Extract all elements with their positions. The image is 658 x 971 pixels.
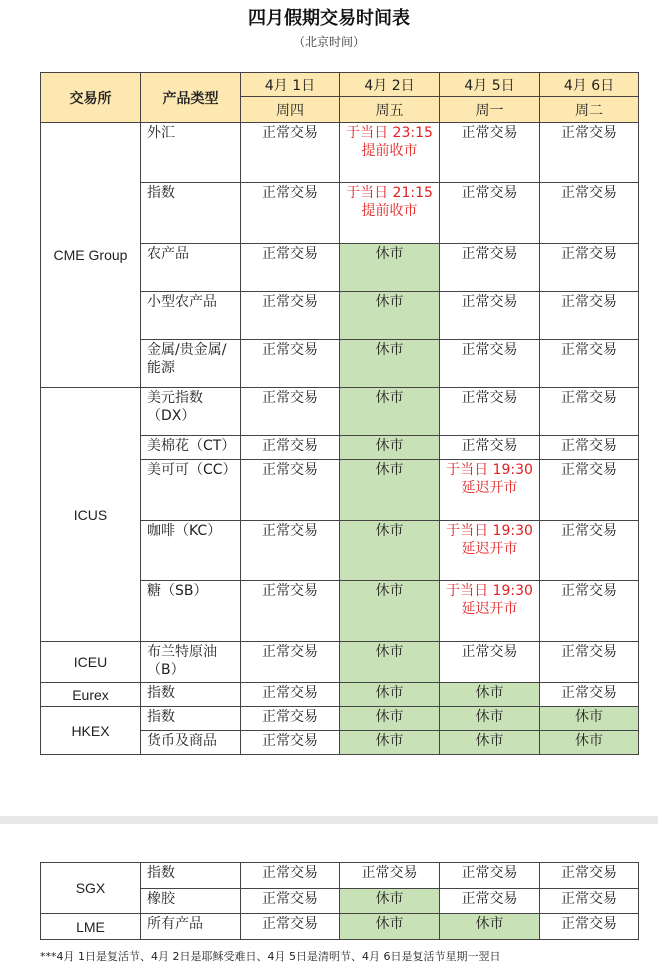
header-weekday: 周二 bbox=[540, 97, 639, 123]
status-cell: 正常交易 bbox=[540, 292, 639, 340]
status-cell: 正常交易 bbox=[241, 642, 340, 683]
exchange-name: ICEU bbox=[41, 642, 141, 683]
status-cell: 正常交易 bbox=[440, 292, 540, 340]
status-cell: 正常交易 bbox=[440, 244, 540, 292]
status-cell: 正常交易 bbox=[540, 244, 639, 292]
product-name: 农产品 bbox=[141, 244, 241, 292]
status-cell: 正常交易 bbox=[241, 683, 340, 707]
status-cell: 正常交易 bbox=[440, 436, 540, 460]
product-name: 指数 bbox=[141, 683, 241, 707]
product-name: 货币及商品 bbox=[141, 731, 241, 755]
header-date: 4月 1日 bbox=[241, 73, 340, 97]
header-product: 产品类型 bbox=[141, 73, 241, 123]
status-cell: 正常交易 bbox=[241, 436, 340, 460]
footnote: ***4月 1日是复活节、4月 2日是耶稣受难日、4月 5日是清明节、4月 6日是复活节星期一翌日 bbox=[40, 950, 501, 963]
product-name: 美棉花（CT） bbox=[141, 436, 241, 460]
product-name: 外汇 bbox=[141, 123, 241, 183]
status-cell-closed: 休市 bbox=[340, 683, 440, 707]
status-cell: 正常交易 bbox=[241, 460, 340, 521]
status-cell: 正常交易 bbox=[241, 340, 340, 388]
status-cell-delayed-open: 于当日 19:30 延迟开市 bbox=[440, 460, 540, 521]
status-cell-closed: 休市 bbox=[340, 521, 440, 581]
status-cell: 正常交易 bbox=[540, 683, 639, 707]
table-row bbox=[41, 388, 639, 436]
status-cell: 正常交易 bbox=[241, 731, 340, 755]
status-cell-closed: 休市 bbox=[340, 889, 440, 914]
status-cell: 正常交易 bbox=[440, 642, 540, 683]
status-cell: 正常交易 bbox=[241, 914, 340, 940]
product-name: 小型农产品 bbox=[141, 292, 241, 340]
product-name: 糖（SB） bbox=[141, 581, 241, 642]
status-cell-early-close: 于当日 21:15 提前收市 bbox=[340, 183, 440, 244]
status-cell: 正常交易 bbox=[540, 183, 639, 244]
exchange-name: LME bbox=[41, 914, 141, 940]
product-name: 橡胶 bbox=[141, 889, 241, 914]
status-cell: 正常交易 bbox=[241, 521, 340, 581]
status-cell: 正常交易 bbox=[540, 863, 639, 889]
status-cell-early-close: 于当日 23:15 提前收市 bbox=[340, 123, 440, 183]
status-cell: 正常交易 bbox=[241, 123, 340, 183]
header-date: 4月 6日 bbox=[540, 73, 639, 97]
exchange-name: SGX bbox=[41, 863, 141, 914]
status-cell-closed: 休市 bbox=[340, 707, 440, 731]
header-weekday: 周一 bbox=[440, 97, 540, 123]
status-cell-closed: 休市 bbox=[340, 642, 440, 683]
status-cell-closed: 休市 bbox=[540, 731, 639, 755]
product-name: 指数 bbox=[141, 707, 241, 731]
status-cell: 正常交易 bbox=[540, 889, 639, 914]
status-cell: 正常交易 bbox=[440, 183, 540, 244]
status-cell-closed: 休市 bbox=[340, 731, 440, 755]
status-cell-closed: 休市 bbox=[340, 244, 440, 292]
header-exchange: 交易所 bbox=[41, 73, 141, 123]
status-cell: 正常交易 bbox=[540, 914, 639, 940]
status-cell: 正常交易 bbox=[540, 642, 639, 683]
status-cell: 正常交易 bbox=[440, 388, 540, 436]
status-cell: 正常交易 bbox=[440, 123, 540, 183]
status-cell: 正常交易 bbox=[540, 460, 639, 521]
status-cell: 正常交易 bbox=[540, 521, 639, 581]
page-subtitle: （北京时间） bbox=[292, 35, 365, 49]
status-cell-closed: 休市 bbox=[340, 340, 440, 388]
status-cell: 正常交易 bbox=[540, 123, 639, 183]
status-cell: 正常交易 bbox=[241, 183, 340, 244]
status-cell: 正常交易 bbox=[241, 889, 340, 914]
status-cell: 正常交易 bbox=[440, 863, 540, 889]
status-cell: 正常交易 bbox=[241, 292, 340, 340]
status-cell: 正常交易 bbox=[540, 388, 639, 436]
status-cell-closed: 休市 bbox=[440, 914, 540, 940]
header-date: 4月 5日 bbox=[440, 73, 540, 97]
holiday-schedule-table-continued bbox=[40, 862, 639, 940]
product-name: 指数 bbox=[141, 183, 241, 244]
table-row bbox=[41, 914, 639, 940]
product-name: 美元指数（DX） bbox=[141, 388, 241, 436]
status-cell: 正常交易 bbox=[241, 863, 340, 889]
status-cell: 正常交易 bbox=[340, 863, 440, 889]
table-row bbox=[41, 642, 639, 683]
status-cell: 正常交易 bbox=[241, 581, 340, 642]
holiday-schedule-table bbox=[40, 72, 639, 755]
status-cell: 正常交易 bbox=[241, 388, 340, 436]
header-weekday: 周四 bbox=[241, 97, 340, 123]
status-cell: 正常交易 bbox=[440, 889, 540, 914]
status-cell-closed: 休市 bbox=[340, 436, 440, 460]
status-cell-closed: 休市 bbox=[340, 914, 440, 940]
table-row bbox=[41, 863, 639, 889]
exchange-name: CME Group bbox=[41, 123, 141, 388]
header-weekday: 周五 bbox=[340, 97, 440, 123]
status-cell-closed: 休市 bbox=[440, 707, 540, 731]
status-cell-closed: 休市 bbox=[340, 581, 440, 642]
product-name: 指数 bbox=[141, 863, 241, 889]
page-break-divider bbox=[0, 816, 658, 824]
product-name: 美可可（CC） bbox=[141, 460, 241, 521]
product-name: 布兰特原油（B） bbox=[141, 642, 241, 683]
status-cell-delayed-open: 于当日 19:30 延迟开市 bbox=[440, 521, 540, 581]
status-cell: 正常交易 bbox=[440, 340, 540, 388]
status-cell: 正常交易 bbox=[241, 707, 340, 731]
exchange-name: HKEX bbox=[41, 707, 141, 755]
status-cell-closed: 休市 bbox=[540, 707, 639, 731]
status-cell: 正常交易 bbox=[540, 581, 639, 642]
product-name: 所有产品 bbox=[141, 914, 241, 940]
page-title: 四月假期交易时间表 bbox=[248, 8, 410, 29]
table-row bbox=[41, 707, 639, 731]
status-cell-closed: 休市 bbox=[440, 683, 540, 707]
status-cell: 正常交易 bbox=[241, 244, 340, 292]
status-cell-closed: 休市 bbox=[340, 460, 440, 521]
status-cell: 正常交易 bbox=[540, 340, 639, 388]
status-cell-closed: 休市 bbox=[440, 731, 540, 755]
product-name: 咖啡（KC） bbox=[141, 521, 241, 581]
exchange-name: Eurex bbox=[41, 683, 141, 707]
status-cell-closed: 休市 bbox=[340, 292, 440, 340]
header-date: 4月 2日 bbox=[340, 73, 440, 97]
table-row bbox=[41, 123, 639, 183]
status-cell-closed: 休市 bbox=[340, 388, 440, 436]
status-cell-delayed-open: 于当日 19:30 延迟开市 bbox=[440, 581, 540, 642]
exchange-name: ICUS bbox=[41, 388, 141, 642]
status-cell: 正常交易 bbox=[540, 436, 639, 460]
table-row bbox=[41, 683, 639, 707]
product-name: 金属/贵金属/能源 bbox=[141, 340, 241, 388]
